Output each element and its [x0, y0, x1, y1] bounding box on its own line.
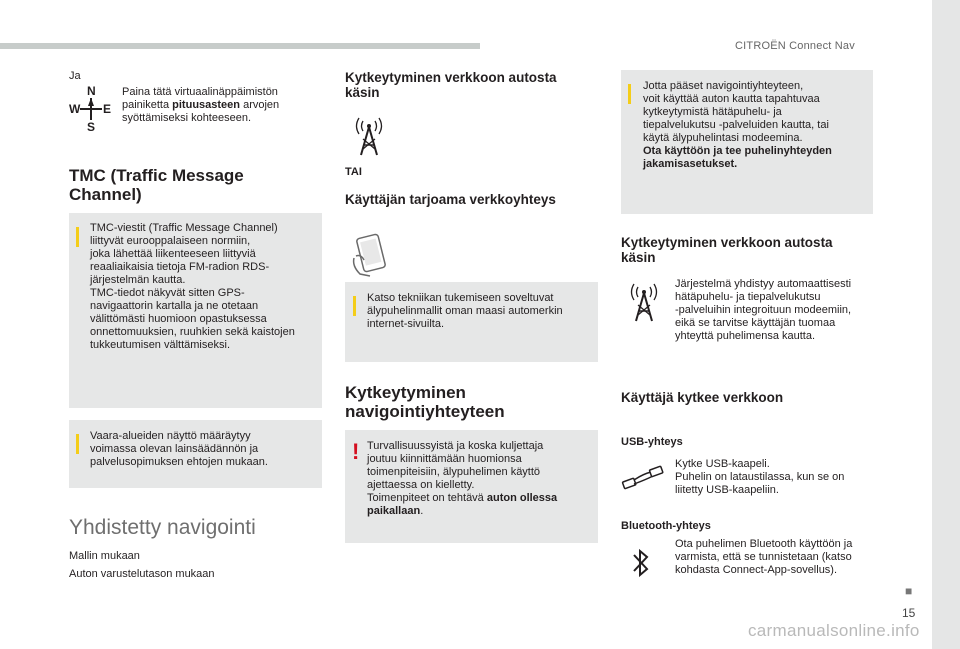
- user-network-title: Käyttäjän tarjoama verkkoyhteys: [345, 192, 556, 207]
- model-line: Mallin mukaan: [69, 550, 140, 562]
- antenna-icon: [625, 281, 663, 325]
- compass-w: W: [69, 102, 81, 116]
- bluetooth-label: Bluetooth-yhteys: [621, 520, 711, 532]
- info-mark: [76, 434, 79, 454]
- bluetooth-icon: [630, 546, 652, 580]
- tmc-note-text: TMC-viestit (Traffic Message Channel) liittyvät eurooppalaiseen normiin, joka lähettää liikenteeseen liittyviä reaaliaikaisia tietoja FM-radion RDS- järjestelmän kautta. TMC-tiedot näkyvät sitten GPS- navigaattorin kartalla ja ne otetaan välittömästi huomioon opastuksessa onnettomuuksien, ruuhkien sekä kaistojen tukkeutumisen välttämiseksi.: [90, 222, 295, 351]
- user-connects-title: Käyttäjä kytkee verkkoon: [621, 390, 784, 405]
- info-mark: [628, 84, 631, 104]
- info-mark: [353, 296, 356, 316]
- auto-connect-title-2: Kytkeytyminen verkkoon autosta käsin: [621, 235, 833, 265]
- compass-n: N: [87, 84, 96, 98]
- info-mark: [76, 227, 79, 247]
- connected-nav-title: Yhdistetty navigointi: [69, 516, 256, 539]
- tmc-title: TMC (Traffic Message Channel): [69, 166, 244, 204]
- smartphone-hand-icon: [348, 232, 394, 278]
- ja-label: Ja: [69, 70, 81, 82]
- compass-e: E: [103, 102, 112, 116]
- header-rule: [0, 43, 480, 49]
- side-band: [932, 0, 960, 649]
- user-network-note-text: Katso tekniikan tukemiseen soveltuvat älypuhelinmallit oman maasi automerkin internet-sivuilta.: [367, 292, 563, 330]
- antenna-icon: [350, 115, 388, 159]
- warning-icon: !: [352, 439, 360, 464]
- usb-text: Kytke USB-kaapeli. Puhelin on lataustilassa, kun se on liitetty USB-kaapeliin.: [675, 458, 845, 496]
- compass-description: Paina tätä virtuaalinäppäimistön painiketta pituusasteen arvojen syöttämiseksi kohteeseen.: [122, 86, 280, 124]
- nav-connection-title: Kytkeytyminen navigointiyhteyteen: [345, 383, 505, 421]
- watermark: carmanualsonline.info: [748, 621, 920, 640]
- safety-warning-text: Turvallisuussyistä ja koska kuljettaja joutuu kiinnittämään huomionsa toimenpiteisiin, älypuhelimen käyttö ajettaessa on kielletty. Toimenpiteet on tehtävä auton ollessa paikallaan.: [367, 440, 558, 517]
- danger-note-text: Vaara-alueiden näyttö määräytyy voimassa olevan lainsäädännön ja palvelusopimuksen ehtojen mukaan.: [90, 430, 268, 468]
- auto-connect-title: Kytkeytyminen verkkoon autosta käsin: [345, 70, 557, 100]
- compass-s: S: [87, 120, 96, 134]
- header-title: CITROËN Connect Nav: [735, 40, 855, 52]
- continue-mark: ■: [905, 584, 913, 598]
- page-number: 15: [902, 606, 916, 620]
- access-note-text: Jotta pääset navigointiyhteyteen, voit käyttää auton kautta tapahtuvaa kytkeytymistä hätäpuhelu- ja tiepalvelukutsu -palveluiden kautta, tai käytä älypuhelintasi modeemina. Ota käyttöön ja tee puhelinyhteyden jakamisasetukset.: [643, 80, 832, 170]
- or-label: TAI: [345, 166, 362, 178]
- usb-label: USB-yhteys: [621, 436, 683, 448]
- auto-connect-text: Järjestelmä yhdistyy automaattisesti hätäpuhelu- ja tiepalvelukutsu -palveluihin integroituun modeemiin, eikä se tarvitse käyttäjän tuomaa yhteyttä puhelimensa kautta.: [675, 278, 852, 342]
- bluetooth-text: Ota puhelimen Bluetooth käyttöön ja varmista, että se tunnistetaan (katso kohdasta Connect-App-sovellus).: [675, 538, 853, 576]
- usb-cable-icon: [621, 462, 665, 496]
- trim-line: Auton varustelutason mukaan: [69, 568, 215, 580]
